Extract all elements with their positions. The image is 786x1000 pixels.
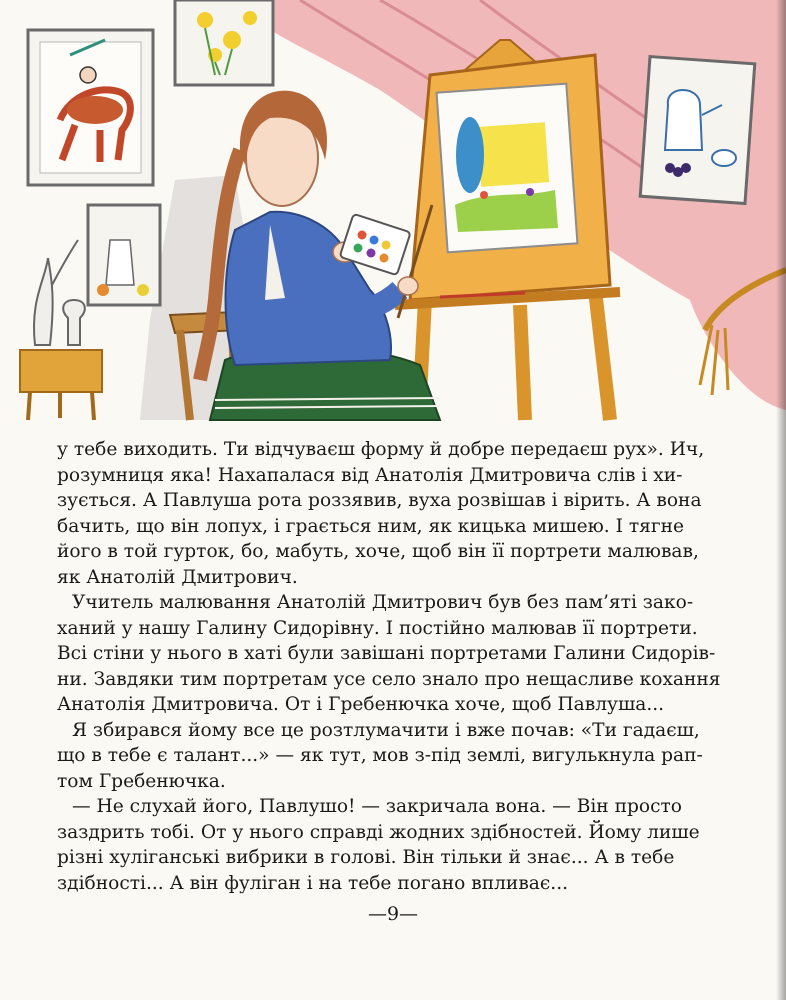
text-line: як Анатолій Дмитрович. — [57, 566, 298, 588]
wall-painting-horse — [28, 30, 153, 185]
page-number: —9— — [367, 903, 419, 925]
text-line: здібності... А він фуліган і на тебе погано впливає... — [57, 872, 569, 894]
wall-painting-flowers — [175, 0, 273, 85]
text-line: том Гребенючка. — [57, 770, 226, 792]
text-line: ни. Завдяки тим портретам усе село знало про нещасливе кохання — [57, 668, 721, 690]
text-line: — Не слухай його, Павлушо! — закричала вона. — Він просто — [72, 796, 682, 817]
paragraph-3 — [57, 718, 722, 795]
wall-painting-teapot — [640, 57, 755, 204]
text-line: бачить, що він лопух, і грається ним, як кицька мишею. І тягне — [57, 515, 685, 537]
wall-painting-jug — [88, 205, 160, 305]
text-line: Всі стіни у нього в хаті були завішані портретами Галини Сидорів- — [57, 643, 716, 664]
text-line: його в той гурток, бо, мабуть, хоче, щоб він її портрети малював, — [57, 541, 699, 562]
paragraph-4 — [57, 794, 722, 896]
page-edge-shadow — [776, 0, 786, 1000]
body-text — [57, 437, 722, 896]
text-line: заздрить тобі. От у нього справді жодних здібностей. Йому лише — [57, 821, 700, 843]
text-line: Я збирався йому все це розтлумачити і вже почав: «Ти гадаєш, — [72, 719, 700, 741]
paragraph-1 — [57, 437, 722, 590]
text-line: ханий у нашу Галину Сидорівну. І постійно малював її портрети. — [57, 617, 698, 639]
text-line: різні хуліганські вибрики в голові. Він тільки й знає... А в тебе — [57, 847, 675, 868]
text-line: Учитель малювання Анатолій Дмитрович був без пам’яті зако- — [72, 592, 694, 613]
text-line: у тебе виходить. Ти відчуваєш форму й добре передаєш рух». Ич, — [57, 439, 705, 460]
illustration-girl-painting-at-easel — [0, 0, 786, 430]
text-line: Анатолія Дмитровича. От і Гребенючка хоче, щоб Павлуша... — [57, 694, 665, 715]
text-line: що в тебе є талант...» — як тут, мов з-під землі, вигулькнула рап- — [57, 745, 703, 766]
text-line: зується. А Павлуша рота роззявив, вуха розвішав і вірить. А вона — [57, 490, 702, 511]
easel-canvas — [437, 84, 578, 253]
text-line: розумниця яка! Нахапалася від Анатолія Дмитровича слів і хи- — [57, 464, 683, 486]
paragraph-2 — [57, 590, 722, 718]
